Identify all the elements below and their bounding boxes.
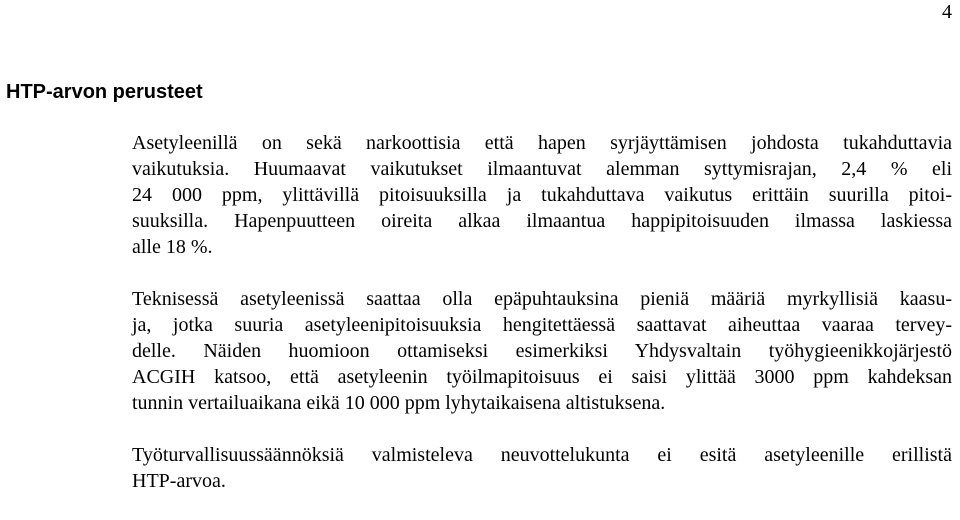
- page-number: 4: [942, 1, 952, 23]
- text-line: alle 18 %.: [132, 236, 213, 258]
- text-line: delle. Näiden huomioon ottamiseksi esimerkiksi Yhdysvaltain työhygieenikkojärjestö: [132, 340, 952, 362]
- text-line: ja, jotka suuria asetyleenipitoisuuksia hengitettäessä saattavat aiheuttaa vaaraa tervey-: [132, 314, 952, 336]
- text-line: 24 000 ppm, ylittävillä pitoisuuksilla ja tukahduttava vaikutus erittäin suurilla pitoi-: [132, 184, 952, 206]
- text-line: vaikutuksia. Huumaavat vaikutukset ilmaantuvat alemman syttymisrajan, 2,4 % eli: [132, 158, 952, 180]
- text-line: HTP-arvoa.: [132, 470, 226, 492]
- text-line: Asetyleenillä on sekä narkoottisia että hapen syrjäyttämisen johdosta tukahduttavia: [132, 132, 952, 154]
- text-line: Teknisessä asetyleenissä saattaa olla epäpuhtauksina pieniä määriä myrkyllisiä kaasu-: [132, 288, 952, 310]
- paragraph-2: [132, 286, 952, 416]
- text-line: tunnin vertailuaikana eikä 10 000 ppm lyhytaikaisena altistuksena.: [132, 392, 666, 414]
- text-line: ACGIH katsoo, että asetyleenin työilmapitoisuus ei saisi ylittää 3000 ppm kahdeksan: [132, 366, 952, 388]
- text-line: Työturvallisuussäännöksiä valmisteleva neuvottelukunta ei esitä asetyleenille erillistä: [132, 444, 952, 466]
- section-heading: HTP-arvon perusteet: [6, 81, 203, 103]
- text-line: suuksilla. Hapenpuutteen oireita alkaa ilmaantua happipitoisuuden ilmassa laskiessa: [132, 210, 952, 232]
- paragraph-1: [132, 130, 952, 260]
- paragraph-3: [132, 442, 952, 494]
- body-text: [132, 130, 952, 520]
